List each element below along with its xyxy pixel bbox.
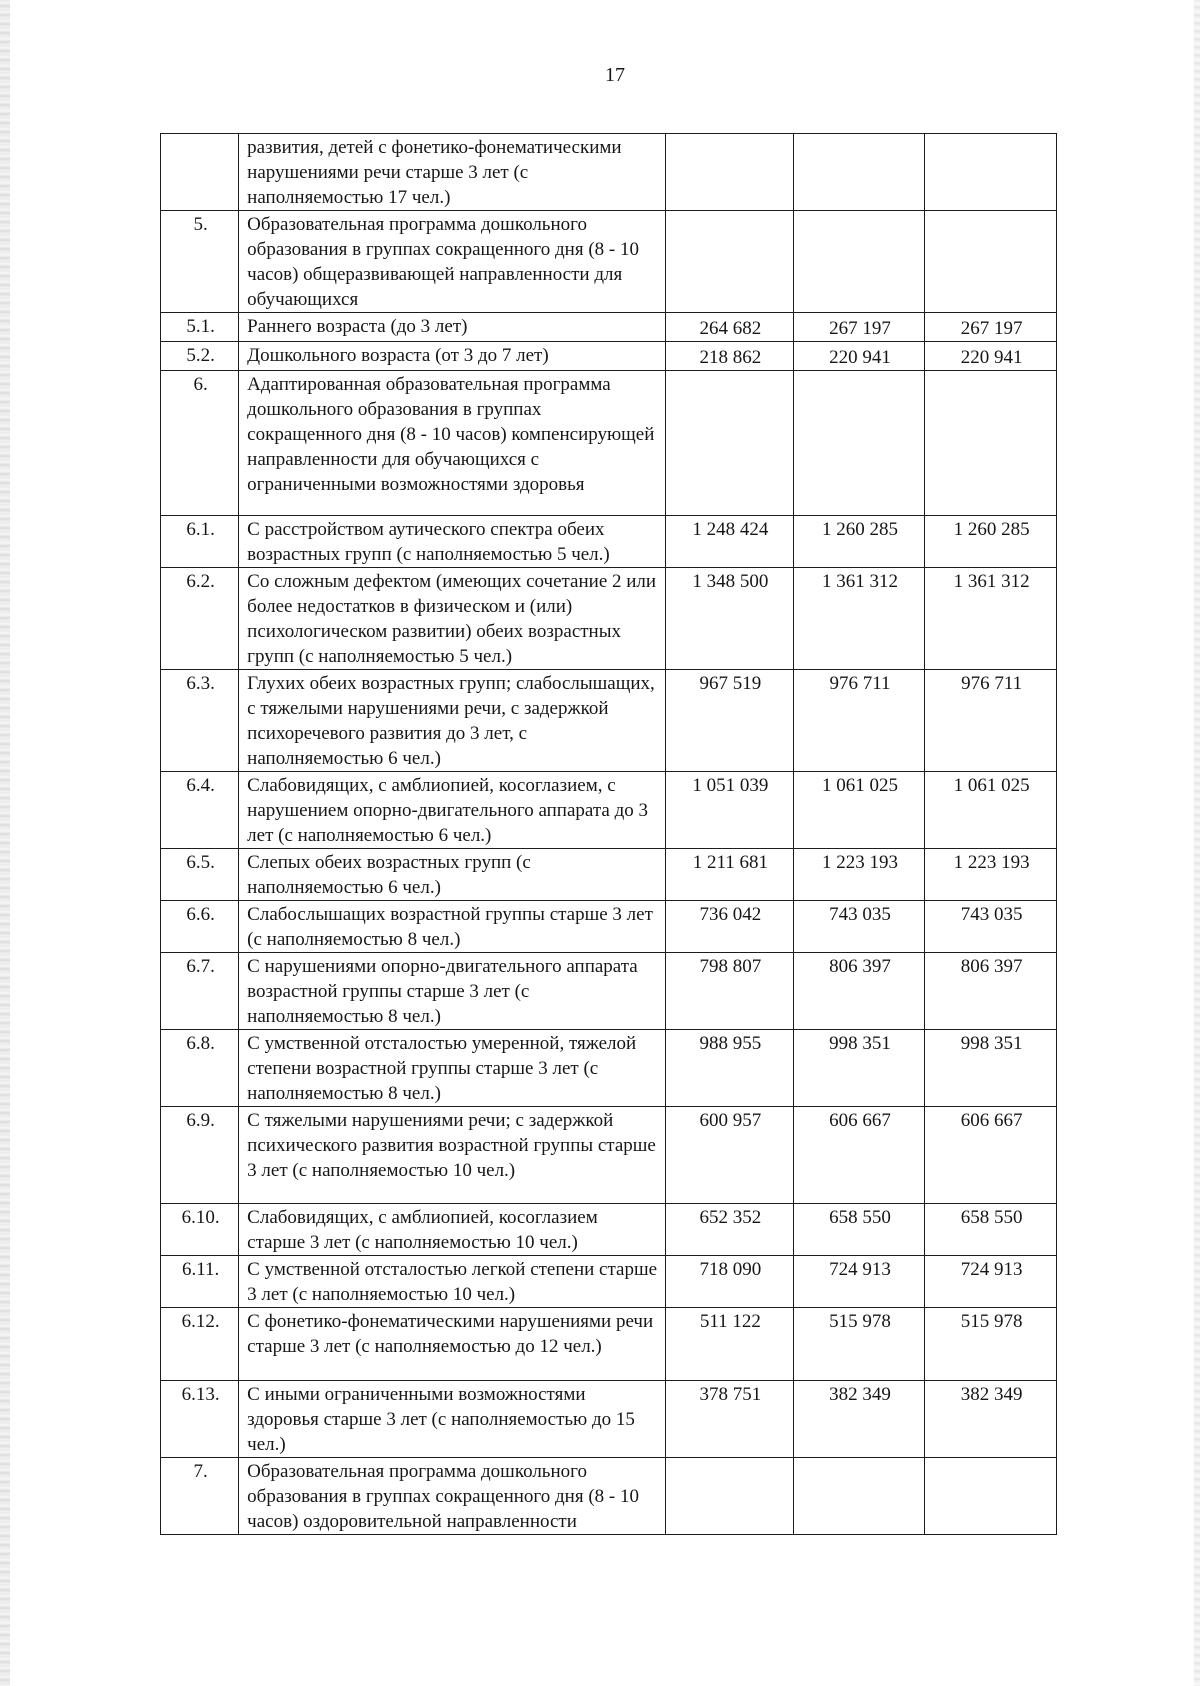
- row-description: Раннего возраста (до 3 лет): [239, 313, 666, 342]
- row-description: С тяжелыми нарушениями речи; с задержкой психического развития возрастной группы старше 3 лет (с наполняемостью 10 чел.): [239, 1107, 666, 1204]
- table-row: [161, 953, 1057, 1030]
- row-number: 6.9.: [161, 1107, 239, 1204]
- table-row: [161, 670, 1057, 772]
- table-row: [161, 772, 1057, 849]
- row-number: 6.4.: [161, 772, 239, 849]
- row-number: 5.2.: [161, 342, 239, 371]
- row-value-1: 718 090: [666, 1256, 794, 1308]
- table-row: [161, 901, 1057, 953]
- row-number: 5.: [161, 211, 239, 313]
- row-value-3: 724 913: [925, 1256, 1057, 1308]
- table-row: [161, 516, 1057, 568]
- row-value-2: 1 361 312: [793, 568, 925, 670]
- row-description: Слабослышащих возрастной группы старше 3 лет (с наполняемостью 8 чел.): [239, 901, 666, 953]
- row-value-1: 218 862: [666, 342, 794, 371]
- row-value-2: 976 711: [793, 670, 925, 772]
- table-row: [161, 1107, 1057, 1204]
- row-value-2: 1 260 285: [793, 516, 925, 568]
- tariff-table-body: [161, 134, 1057, 1535]
- row-description: Образовательная программа дошкольного образования в группах сокращенного дня (8 - 10 часов) общеразвивающей направленности для обучающихся: [239, 211, 666, 313]
- row-value-1: 378 751: [666, 1381, 794, 1458]
- row-value-1: [666, 1458, 794, 1535]
- row-description: развития, детей с фонетико-фонематическими нарушениями речи старше 3 лет (с наполняемостью 17 чел.): [239, 134, 666, 211]
- table-row: [161, 1308, 1057, 1381]
- row-description: Слепых обеих возрастных групп (с наполняемостью 6 чел.): [239, 849, 666, 901]
- row-value-1: 1 248 424: [666, 516, 794, 568]
- row-number: 6.11.: [161, 1256, 239, 1308]
- row-number: 6.8.: [161, 1030, 239, 1107]
- row-value-1: 967 519: [666, 670, 794, 772]
- row-number: 6.6.: [161, 901, 239, 953]
- row-description: Слабовидящих, с амблиопией, косоглазием старше 3 лет (с наполняемостью 10 чел.): [239, 1204, 666, 1256]
- row-description: С нарушениями опорно-двигательного аппарата возрастной группы старше 3 лет (с наполняемостью 8 чел.): [239, 953, 666, 1030]
- row-value-2: 515 978: [793, 1308, 925, 1381]
- row-number: 6.1.: [161, 516, 239, 568]
- row-value-1: 1 348 500: [666, 568, 794, 670]
- row-value-3: 267 197: [925, 313, 1057, 342]
- row-value-1: 736 042: [666, 901, 794, 953]
- table-row: [161, 134, 1057, 211]
- row-value-2: 1 061 025: [793, 772, 925, 849]
- table-row: [161, 313, 1057, 342]
- row-value-2: 267 197: [793, 313, 925, 342]
- row-description: С умственной отсталостью легкой степени старше 3 лет (с наполняемостью 10 чел.): [239, 1256, 666, 1308]
- row-number: 6.13.: [161, 1381, 239, 1458]
- row-description: Слабовидящих, с амблиопией, косоглазием, с нарушением опорно-двигательного аппарата до 3 лет (с наполняемостью 6 чел.): [239, 772, 666, 849]
- row-number: [161, 134, 239, 211]
- scan-edge-left: [0, 0, 10, 1686]
- row-number: 6.7.: [161, 953, 239, 1030]
- row-value-3: 1 061 025: [925, 772, 1057, 849]
- row-value-3: 1 260 285: [925, 516, 1057, 568]
- row-number: 6.2.: [161, 568, 239, 670]
- table-row: [161, 568, 1057, 670]
- row-value-3: [925, 1458, 1057, 1535]
- row-value-1: [666, 211, 794, 313]
- row-description: С умственной отсталостью умеренной, тяжелой степени возрастной группы старше 3 лет (с наполняемостью 8 чел.): [239, 1030, 666, 1107]
- row-value-2: [793, 1458, 925, 1535]
- row-number: 6.3.: [161, 670, 239, 772]
- row-value-3: [925, 371, 1057, 516]
- row-number: 7.: [161, 1458, 239, 1535]
- row-number: 6.: [161, 371, 239, 516]
- table-row: [161, 1204, 1057, 1256]
- row-number: 6.10.: [161, 1204, 239, 1256]
- row-value-1: [666, 134, 794, 211]
- row-value-2: 658 550: [793, 1204, 925, 1256]
- row-value-1: 1 051 039: [666, 772, 794, 849]
- table-row: [161, 342, 1057, 371]
- row-value-1: 264 682: [666, 313, 794, 342]
- row-value-3: 743 035: [925, 901, 1057, 953]
- row-value-1: 1 211 681: [666, 849, 794, 901]
- scan-edge-right: [1194, 0, 1200, 1686]
- row-value-3: 1 223 193: [925, 849, 1057, 901]
- row-value-2: 606 667: [793, 1107, 925, 1204]
- row-value-3: [925, 211, 1057, 313]
- row-value-2: 220 941: [793, 342, 925, 371]
- row-value-3: [925, 134, 1057, 211]
- row-value-2: 806 397: [793, 953, 925, 1030]
- page-number: 17: [605, 64, 625, 86]
- row-value-3: 806 397: [925, 953, 1057, 1030]
- row-description: Образовательная программа дошкольного образования в группах сокращенного дня (8 - 10 часов) оздоровительной направленности: [239, 1458, 666, 1535]
- row-value-2: 743 035: [793, 901, 925, 953]
- row-value-3: 998 351: [925, 1030, 1057, 1107]
- row-value-2: [793, 134, 925, 211]
- table-row: [161, 1030, 1057, 1107]
- row-value-3: 382 349: [925, 1381, 1057, 1458]
- row-number: 6.5.: [161, 849, 239, 901]
- row-description: Глухих обеих возрастных групп; слабослышащих, с тяжелыми нарушениями речи, с задержкой психоречевого развития до 3 лет, с наполняемостью 6 чел.): [239, 670, 666, 772]
- row-description: С фонетико-фонематическими нарушениями речи старше 3 лет (с наполняемостью до 12 чел.): [239, 1308, 666, 1381]
- row-description: Дошкольного возраста (от 3 до 7 лет): [239, 342, 666, 371]
- row-description: Со сложным дефектом (имеющих сочетание 2 или более недостатков в физическом и (или) психологическом развитии) обеих возрастных групп (с наполняемостью 5 чел.): [239, 568, 666, 670]
- row-value-3: 658 550: [925, 1204, 1057, 1256]
- row-value-3: 976 711: [925, 670, 1057, 772]
- row-value-1: 511 122: [666, 1308, 794, 1381]
- row-value-3: 606 667: [925, 1107, 1057, 1204]
- row-value-3: 220 941: [925, 342, 1057, 371]
- row-value-3: 1 361 312: [925, 568, 1057, 670]
- row-description: С расстройством аутического спектра обеих возрастных групп (с наполняемостью 5 чел.): [239, 516, 666, 568]
- table-row: [161, 371, 1057, 516]
- row-number: 6.12.: [161, 1308, 239, 1381]
- table-row: [161, 849, 1057, 901]
- table-row: [161, 1381, 1057, 1458]
- row-value-2: 998 351: [793, 1030, 925, 1107]
- row-value-2: 724 913: [793, 1256, 925, 1308]
- row-value-1: 988 955: [666, 1030, 794, 1107]
- row-value-3: 515 978: [925, 1308, 1057, 1381]
- row-value-1: 798 807: [666, 953, 794, 1030]
- row-description: Адаптированная образовательная программа дошкольного образования в группах сокращенного дня (8 - 10 часов) компенсирующей направленности для обучающихся с ограниченными возможностями здоровья: [239, 371, 666, 516]
- row-number: 5.1.: [161, 313, 239, 342]
- table-row: [161, 1458, 1057, 1535]
- row-description: С иными ограниченными возможностями здоровья старше 3 лет (с наполняемостью до 15 чел.): [239, 1381, 666, 1458]
- row-value-1: 600 957: [666, 1107, 794, 1204]
- row-value-2: [793, 211, 925, 313]
- table-row: [161, 211, 1057, 313]
- row-value-2: 1 223 193: [793, 849, 925, 901]
- row-value-1: 652 352: [666, 1204, 794, 1256]
- row-value-1: [666, 371, 794, 516]
- row-value-2: [793, 371, 925, 516]
- table-row: [161, 1256, 1057, 1308]
- tariff-table: [160, 133, 1057, 1535]
- row-value-2: 382 349: [793, 1381, 925, 1458]
